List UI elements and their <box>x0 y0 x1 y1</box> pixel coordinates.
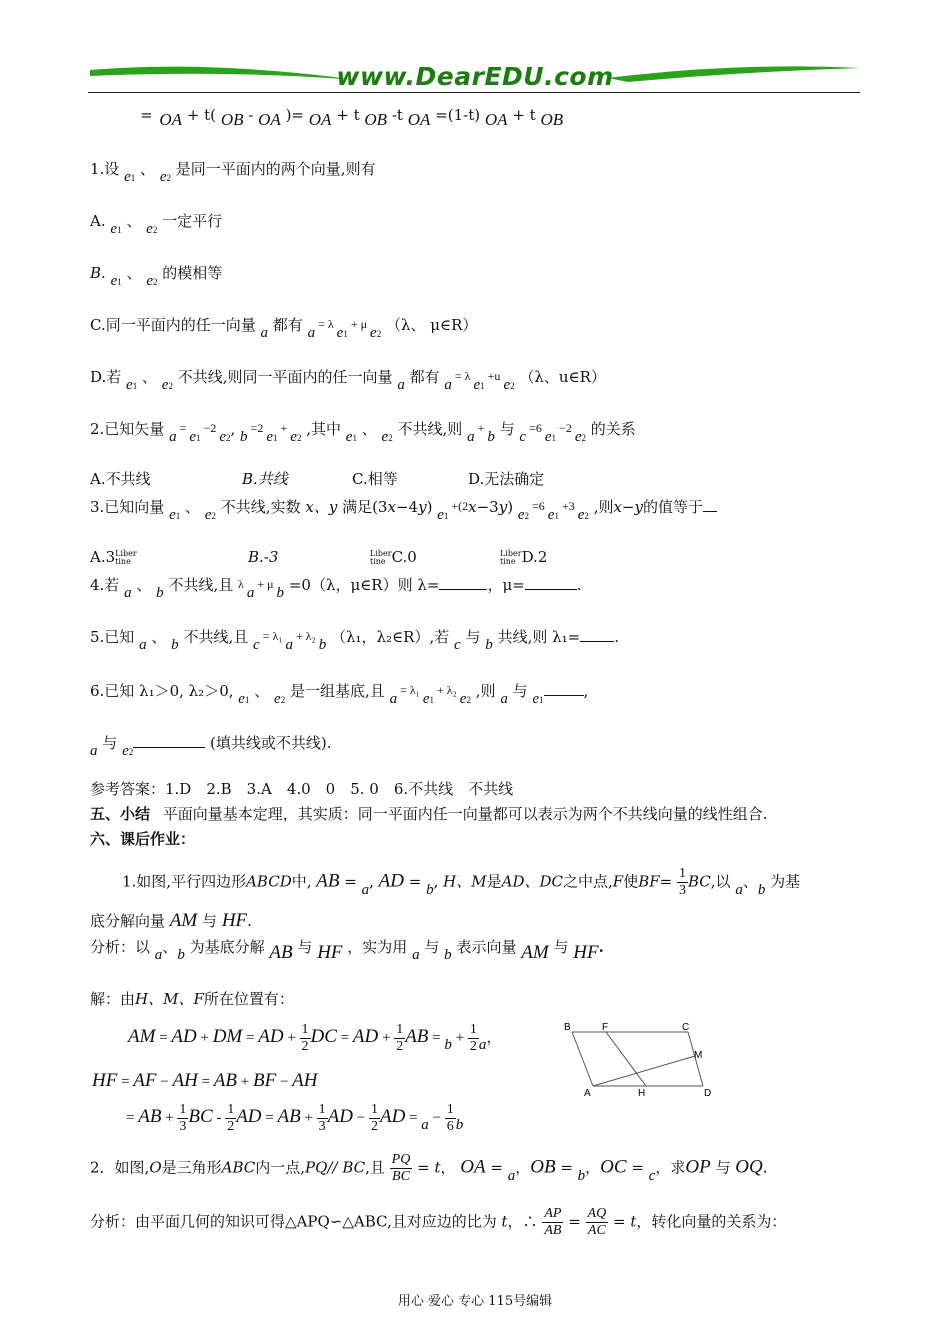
parallelogram-figure <box>558 1018 728 1103</box>
q1-stem: 1.设 e1 、 e2 是同一平面内的两个向量,则有 <box>90 160 376 185</box>
hw1-equation-am: AM = AD + DM = AD + $\frac{1}{2}$ DC = AD + $\frac{1}{2}$ AB = b + $\frac{1}{2}$ a， <box>128 1022 502 1054</box>
q4-stem: 4.若 a 、 b 不共线,且 λ a + μ b =0（λ，μ∈R）则 λ= ，μ= . <box>90 576 582 601</box>
q3-options: A.3Liber tine B.-3 Liber tine C.0 Liber tine D.2 <box>90 548 548 566</box>
q6-stem: 6.已知 λ₁＞0, λ₂＞0, e1 、 e2 是一组基底,且 a = λ₁ e1 + λ₂ e2 ,则 a 与 e1 , <box>90 682 589 707</box>
summary-section: 五、小结 平面向量基本定理，其实质：同一平面内任一向量都可以表示为两个不共线向量的线性组合. <box>90 805 768 823</box>
q1-option-b: B. e1 、 e2 的模相等 <box>90 264 223 289</box>
hw1-line2: 底分解向量 AM 与 HF. <box>90 910 252 931</box>
hw2-stem: 2．如图,O是三角形ABC内一点,PQ// BC,且 $\frac{PQ}{BC}$ = t， OA = a，OB = b，OC = c，求OP 与 OQ. <box>90 1152 768 1184</box>
figure-label-d: D <box>704 1088 712 1099</box>
q1-option-a: A. e1 、 e2 一定平行 <box>90 212 223 237</box>
q2-stem: 2.已知矢量 a = e1 −2 e2, b =2 e1 + e2 ,其中 e1 、 e2 不共线,则 a + b 与 c =6 e1 −2 e2 的关系 <box>90 420 636 445</box>
hw1-equation-hf-1: HF = AF − AH = AB + BF − AH <box>92 1070 318 1091</box>
site-logo[interactable]: www.DearEDU.com <box>336 62 614 91</box>
hw1-analysis: 分析：以 a、b 为基底分解 AB 与 HF ，实为用 a 与 b 表示向量 AM 与 HF. <box>90 938 604 963</box>
q1-option-d: D.若 e1 、 e2 不共线,则同一平面内的任一向量 a 都有 a = λ e1 +u e2 （λ、u∈R） <box>90 368 606 393</box>
q6-line2: a 与 e2 (填共线或不共线). <box>90 734 332 759</box>
hw1-equation-hf-2: = AB + $\frac{1}{3}$ BC - $\frac{1}{2}$ AD = AB + $\frac{1}{3}$ AD − $\frac{1}{2}$ AD = a − $\frac{1}{6}$ b <box>126 1102 464 1134</box>
homework-heading: 六、课后作业： <box>90 830 196 848</box>
hw2-analysis: 分析：由平面几何的知识可得△APQ∽△ABC,且对应边的比为 t，∴ $\frac{AP}{AB}$ = $\frac{AQ}{AC}$ = t，转化向量的关系为： <box>90 1206 787 1238</box>
equation-line-0: = OA + t( OB - OA )= OA + t OB -t OA =(1-t) OA + t OB <box>140 106 564 129</box>
header-divider <box>88 92 860 93</box>
figure-label-h: H <box>638 1088 646 1099</box>
q2-options: A.不共线 B.共线 C.相等 D.无法确定 <box>90 470 545 488</box>
hw1-solution-lead: 解：由H、M、F所在位置有： <box>90 990 294 1008</box>
figure-label-b: B <box>564 1022 571 1033</box>
page-footer: 用心 爱心 专心 115号编辑 <box>397 1294 553 1309</box>
q3-stem: 3.已知向量 e1 、 e2 不共线,实数 x、y 满足(3x−4y) e1 +(2x−3y) e2 =6 e1 +3 e2 ,则x−y的值等于 <box>90 498 717 518</box>
q5-stem: 5.已知 a 、 b 不共线,且 c = λ₁ a + λ₂ b （λ₁，λ₂∈R）,若 c 与 b 共线,则 λ₁= . <box>90 628 619 653</box>
figure-label-c: C <box>682 1022 690 1033</box>
q1-option-c: C.同一平面内的任一向量 a 都有 a = λ e1 + μ e2 （λ、 μ∈R） <box>90 316 478 341</box>
figure-label-f: F <box>602 1022 609 1033</box>
hw1-stem: 1.如图,平行四边形ABCD中, AB = a, AD = b, H、M是AD、DC之中点,F使BF= $\frac{1}{3}$ BC,以 a、b 为基 <box>122 866 801 898</box>
figure-label-a: A <box>584 1088 591 1099</box>
figure-label-m: M <box>694 1050 703 1061</box>
answer-key: 参考答案：1.D 2.B 3.A 4.0 0 5. 0 6.不共线 不共线 <box>90 780 514 798</box>
